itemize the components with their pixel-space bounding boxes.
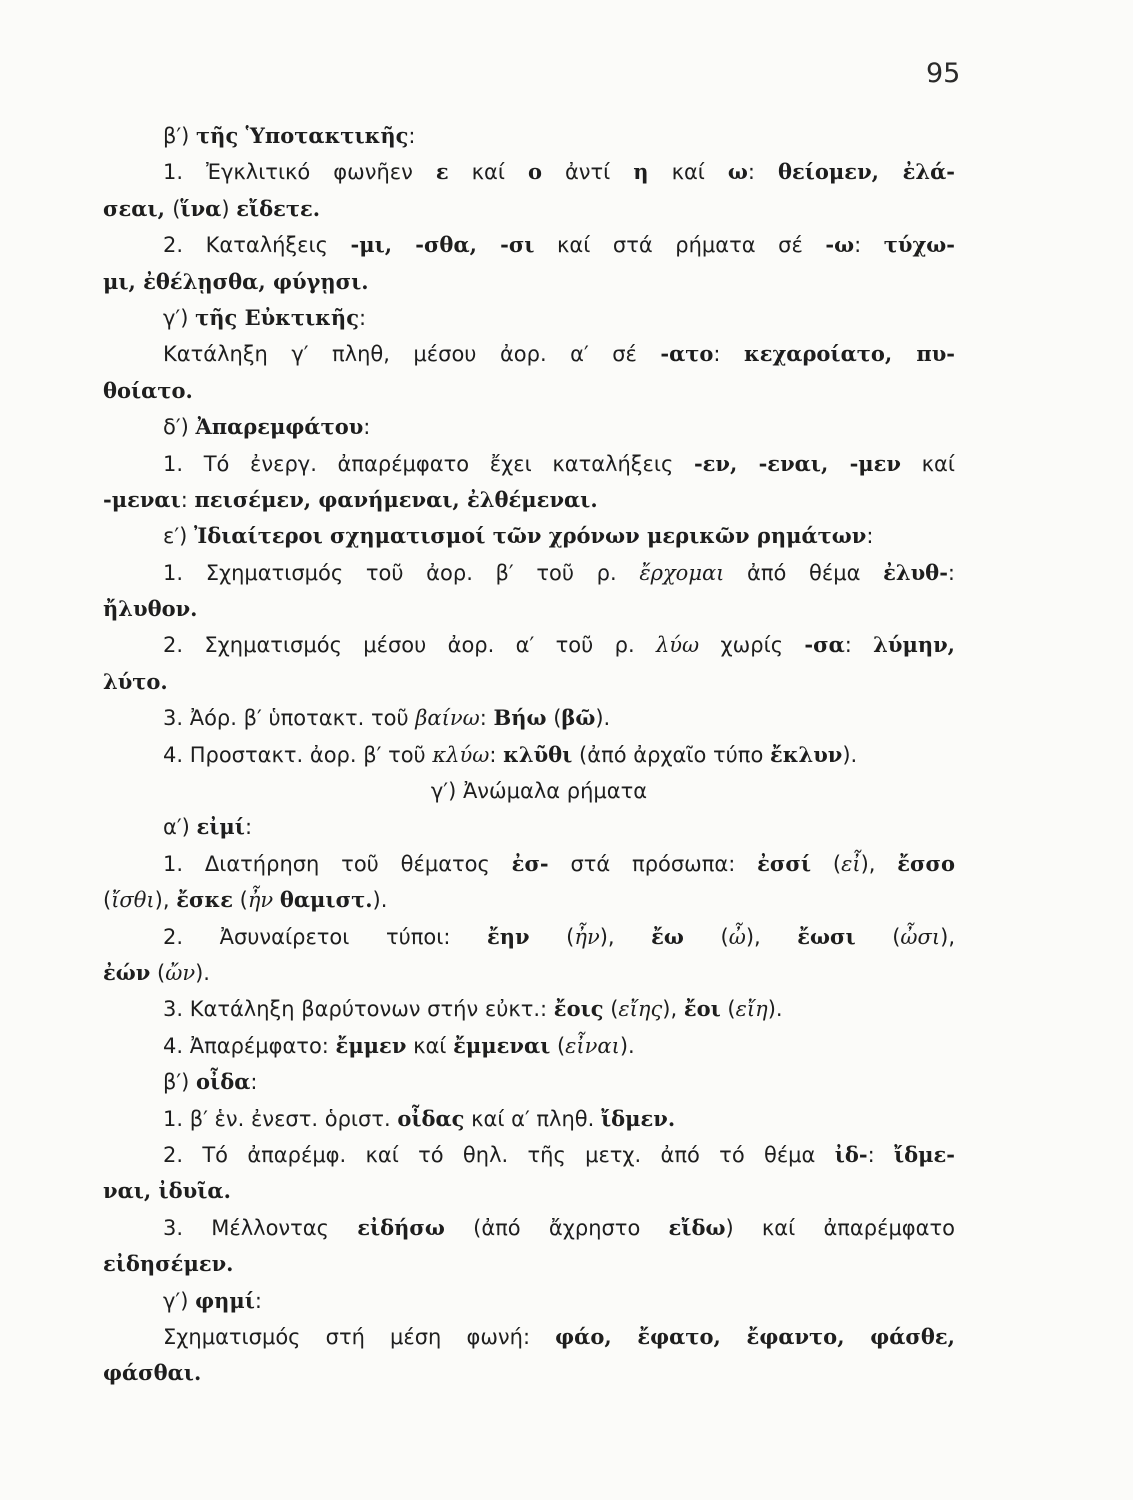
text-run: 3. Μέλλοντας [163, 1215, 358, 1240]
bold-term: Βήω [493, 705, 547, 731]
text-run: 3. Κατάληξη βαρύτονων στήν εὐκτ.: [163, 997, 554, 1022]
text-line [103, 591, 955, 627]
text-line [103, 446, 955, 482]
bold-term: βῶ [561, 705, 596, 731]
text-run: ). [619, 1033, 635, 1058]
italic-term: εἶναι [565, 1033, 620, 1058]
text-line [103, 1283, 955, 1319]
text-run: ( [150, 960, 166, 985]
bold-term: εἰδησέμεν. [103, 1251, 234, 1277]
text-line [103, 846, 955, 882]
bold-term: ἴδμε- [893, 1141, 955, 1167]
text-run: ( [232, 888, 248, 913]
text-run: 2. Καταλήξεις [163, 233, 351, 258]
text-run: : [479, 706, 494, 731]
text-run: 1. Διατήρηση τοῦ θέματος [163, 851, 512, 876]
text-run: καί [406, 1033, 454, 1058]
italic-term: ἔρχομαι [639, 560, 725, 585]
bold-term: θοίατο. [103, 377, 193, 403]
text-line [103, 336, 955, 372]
bold-term: λύμην, [873, 632, 955, 658]
text-line [103, 1210, 955, 1246]
text-run: 1. Τό ἐνεργ. ἀπαρέμφατο ἔχει καταλήξεις [163, 451, 694, 476]
text-run: 1. Ἐγκλιτικό φωνῆεν [163, 160, 436, 185]
bold-term: ἔω [651, 923, 684, 949]
text-line [103, 919, 955, 955]
bold-term: μι, ἐθέλῃσθα, φύγῃσι. [103, 268, 369, 294]
bold-term: τῆς Ὑποτακτικῆς [196, 123, 409, 148]
text-run: : [713, 342, 744, 367]
bold-term: οἶδας [397, 1105, 465, 1131]
text-line [103, 700, 955, 736]
text-line [103, 1101, 955, 1137]
text-run: : [844, 633, 874, 658]
text-run: ( [529, 924, 575, 949]
text-run: ) [221, 196, 237, 221]
bold-term: Ἰδιαίτεροι σχηματισμοί τῶν χρόνων μερικῶν ρημάτων [194, 523, 867, 549]
text-line [103, 991, 955, 1027]
text-run: 4. Προστακτ. ἀορ. β′ τοῦ [163, 742, 433, 767]
bold-term: ἰδ- [834, 1141, 868, 1167]
text-run: (ἀπό ἀρχαῖο τύπο [572, 742, 770, 767]
text-run: α′) [163, 815, 197, 840]
text-run: : [180, 487, 195, 512]
bold-term: ἔοις [553, 996, 604, 1022]
text-line [103, 154, 955, 190]
text-run: γ′) [163, 1288, 196, 1313]
italic-term: ὦσι [900, 924, 941, 949]
body-text [103, 118, 955, 1392]
bold-term: ἔην [486, 923, 530, 949]
bold-term: φάο, ἔφατο, ἔφαντο, φάσθε, [555, 1323, 955, 1349]
text-line [103, 227, 955, 263]
text-line [103, 191, 955, 227]
text-run: ). [767, 997, 783, 1022]
bold-term: κλῦθι [503, 741, 573, 767]
text-line [103, 518, 955, 554]
text-run: ( [683, 924, 729, 949]
italic-term: ὤν [165, 960, 196, 985]
bold-term: η [633, 159, 649, 185]
bold-term: ἐών [103, 959, 151, 985]
text-run: : [408, 124, 416, 148]
text-line [103, 1064, 955, 1100]
text-run [273, 888, 280, 912]
text-run: ( [103, 888, 112, 913]
text-run: χωρίς [699, 633, 805, 658]
bold-term: τῆς Εὐκτικῆς [195, 304, 359, 330]
bold-term: ἐσ- [511, 850, 549, 876]
text-line [103, 664, 955, 700]
bold-term: ε [435, 159, 449, 185]
bold-term: φάσθαι. [103, 1360, 202, 1386]
text-run: ( [546, 706, 562, 731]
text-run: ), [860, 851, 898, 876]
text-run: : [358, 305, 367, 330]
bold-term: ἔμμεν [335, 1032, 407, 1058]
bold-term: ω [727, 159, 748, 185]
bold-term: θείομεν, ἐλά- [777, 159, 955, 185]
text-run: Σχηματισμός στή μέση φωνή: [163, 1324, 556, 1349]
text-run: β′) [163, 1070, 197, 1095]
text-line [103, 773, 955, 809]
text-run: καί στά ρήματα σέ [534, 233, 826, 258]
bold-term: κεχαροίατο, πυ- [743, 341, 955, 367]
text-line [103, 482, 955, 518]
bold-term: -εν, -εναι, -μεν [693, 450, 901, 476]
bold-term: ἴδμεν. [600, 1105, 676, 1131]
text-run: στά πρόσωπα: [548, 851, 758, 876]
bold-term: -ω [825, 232, 855, 258]
italic-term: λύω [655, 633, 700, 658]
text-run: ), [662, 997, 684, 1022]
text-line [103, 373, 955, 409]
text-run: ). [195, 960, 210, 985]
text-run: : [244, 815, 253, 840]
text-line [103, 264, 955, 300]
text-run: ). [595, 706, 611, 731]
text-line [103, 1173, 955, 1209]
text-run: ( [550, 1033, 566, 1058]
bold-term: ο [527, 159, 542, 185]
bold-term: ἐλυθ- [883, 559, 948, 585]
text-run: Κατάληξη γ′ πληθ, μέσου ἀορ. α′ σέ [163, 342, 661, 367]
bold-term: -μεναι [103, 486, 181, 512]
text-line [103, 737, 955, 773]
text-run: ( [720, 997, 736, 1022]
text-run: (ἀπό ἄχρηστο [444, 1215, 669, 1240]
bold-term: -σα [804, 632, 845, 658]
bold-term: ἔσσο [897, 850, 955, 876]
text-run: ), [745, 924, 798, 949]
text-run: : [854, 233, 884, 258]
italic-term: βαίνω [415, 706, 480, 731]
italic-term: εἴη [735, 997, 768, 1022]
text-run: : [254, 1288, 262, 1313]
text-line [103, 627, 955, 663]
bold-term: λύτο. [103, 668, 168, 694]
bold-term: ἐσσί [757, 850, 812, 876]
text-run: ) καί ἀπαρέμφατο [725, 1215, 955, 1240]
text-run: γ′) Ἀνώμαλα ρήματα [430, 779, 648, 804]
text-line [103, 300, 955, 336]
text-line [103, 1137, 955, 1173]
bold-term: ναι, ἰδυῖα. [103, 1178, 231, 1204]
bold-term: ἔσκε [176, 887, 233, 913]
bold-term: τύχω- [883, 232, 955, 258]
text-run: 1. Σχηματισμός τοῦ ἀορ. β′ τοῦ ρ. [163, 560, 640, 585]
text-line [103, 118, 955, 154]
text-run: : [747, 160, 778, 185]
page-number: 95 [926, 58, 961, 89]
text-line [103, 1355, 955, 1391]
text-run: ἀντί [541, 160, 634, 185]
text-run: ( [172, 196, 181, 221]
bold-term: πεισέμεν, φανήμεναι, ἐλθέμεναι. [194, 486, 598, 512]
text-run: 4. Ἀπαρέμφατο: [163, 1033, 336, 1058]
bold-term: ἵνα [180, 195, 222, 221]
text-line [103, 955, 955, 991]
italic-term: κλύω [432, 742, 490, 767]
text-line [103, 555, 955, 591]
italic-term: ὦ [728, 924, 746, 949]
text-run: καί [448, 160, 528, 185]
text-line [103, 1319, 955, 1355]
bold-term: εἰδήσω [357, 1214, 445, 1240]
bold-term: εἰμί [196, 814, 245, 840]
bold-term: ἤλυθον. [103, 596, 198, 622]
bold-term: ἔμμεναι [453, 1032, 551, 1058]
text-run: καί α′ πληθ. [464, 1106, 601, 1131]
text-line [103, 809, 955, 845]
text-run: γ′) [163, 305, 196, 330]
text-run: ), [154, 888, 177, 913]
bold-term: -ατο [660, 341, 714, 367]
bold-term: Ἀπαρεμφάτου [195, 414, 364, 440]
text-line [103, 409, 955, 445]
text-run: ( [855, 924, 901, 949]
text-run: : [489, 742, 504, 767]
text-run: 2. Ἀσυναίρετοι τύποι: [163, 924, 487, 949]
text-run: : [866, 524, 874, 549]
italic-term: εἶ [841, 851, 861, 876]
text-run: 1. β′ ἑν. ἐνεστ. ὁριστ. [163, 1106, 398, 1131]
italic-term: ἦν [247, 888, 274, 913]
text-run: καί [648, 160, 728, 185]
text-run: 3. Ἀόρ. β′ ὑποτακτ. τοῦ [163, 706, 416, 731]
italic-term: εἴης [618, 997, 663, 1022]
text-run: ( [603, 997, 619, 1022]
text-run: ε′) [163, 524, 194, 549]
text-run: δ′) [163, 415, 196, 440]
text-run: ). [842, 742, 858, 767]
text-line [103, 1246, 955, 1282]
bold-term: θαμιστ. [279, 887, 373, 913]
text-run: 2. Τό ἀπαρέμφ. καί τό θηλ. τῆς μετχ. ἀπό τό θέμα [163, 1142, 835, 1167]
text-run: : [867, 1142, 894, 1167]
text-run: ). [372, 888, 388, 913]
bold-term: ἔωσι [797, 923, 856, 949]
bold-term: σεαι, [103, 195, 173, 221]
text-run: β′) [163, 124, 197, 148]
text-run: ), [940, 924, 955, 949]
italic-term: ἴσθι [111, 888, 155, 913]
text-run: : [250, 1070, 258, 1095]
text-line [103, 1028, 955, 1064]
text-run: 2. Σχηματισμός μέσου ἀορ. α′ τοῦ ρ. [163, 633, 656, 658]
text-run: : [947, 560, 955, 585]
bold-term: -μι, -σθα, -σι [350, 232, 535, 258]
italic-term: ἦν [574, 924, 600, 949]
bold-term: ἔοι [683, 996, 721, 1022]
bold-term: φημί [195, 1287, 255, 1313]
bold-term: οἶδα [196, 1069, 251, 1095]
text-run: καί [901, 451, 955, 476]
text-run: : [363, 415, 371, 440]
bold-term: εἴδω [668, 1214, 726, 1240]
bold-term: ἔκλυν [769, 741, 843, 767]
text-run: ἀπό θέμα [724, 560, 884, 585]
text-run: ), [599, 924, 652, 949]
text-run: ( [811, 851, 842, 876]
bold-term: εἴδετε. [236, 195, 321, 221]
text-line [103, 882, 955, 918]
